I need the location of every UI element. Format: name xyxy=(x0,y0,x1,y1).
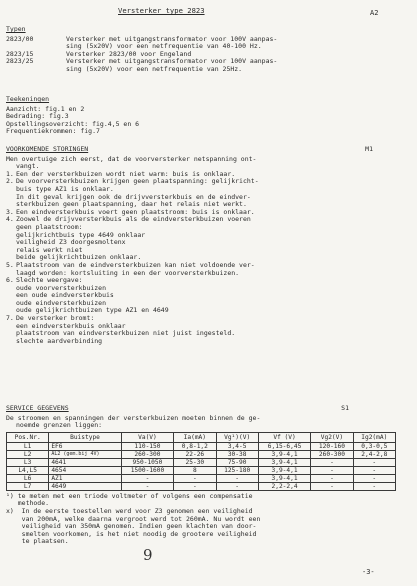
table-cell: - xyxy=(174,474,216,482)
table-cell: 950-1050 xyxy=(121,458,173,466)
table-cell: - xyxy=(353,482,395,490)
table-cell: - xyxy=(311,482,353,490)
table-row xyxy=(7,474,396,482)
faults-intro: vangt. xyxy=(16,162,40,171)
table-cell: 2,2-2,4 xyxy=(258,482,310,490)
table-cell: 3,9-4,1 xyxy=(258,474,310,482)
table-header-row xyxy=(7,432,396,442)
table-cell: 3,9-4,1 xyxy=(258,450,310,458)
type-row-continuation: sing (5x20V) voor een netfrequentie van 25Hz. xyxy=(66,64,243,73)
fault-item-line: geen plaatstroom: xyxy=(16,222,83,231)
table-cell: 25-30 xyxy=(174,458,216,466)
table-cell: 120-160 xyxy=(311,442,353,450)
table-cell: L6 xyxy=(7,474,49,482)
table-row xyxy=(7,466,396,474)
faults-marker: M1 xyxy=(365,145,373,153)
table-cell: - xyxy=(311,458,353,466)
fault-item-line: buis type AZ1 is onklaar. xyxy=(16,184,114,193)
fault-item: 7. De versterker bromt: xyxy=(6,314,95,323)
table-row xyxy=(7,442,396,450)
footnote-line: van 200mA, welke daarna vergroot werd tot 260mA. Nu wordt een xyxy=(6,514,261,523)
table-cell: 125-180 xyxy=(216,466,258,474)
drawings-line: Frequentiekrommen: fig.7 xyxy=(6,127,100,136)
types-heading: Typen xyxy=(6,25,26,33)
table-cell: - xyxy=(311,466,353,474)
faults-intro: Men overtuige zich eerst, dat de voorversterker netspanning ont- xyxy=(6,154,257,163)
fault-item-line: sterkbuizen geen plaatspanning, daar het relais niet werkt. xyxy=(16,200,247,209)
table-cell: L3 xyxy=(7,458,49,466)
drawings-line: Aanzicht: fig.1 en 2 xyxy=(6,104,85,113)
fault-item-line: oude eindversterkbuizen xyxy=(16,298,107,307)
fault-item: 4. Zoowel de drijvversterkbuis als de eindversterkbuizen voeren xyxy=(6,215,251,224)
fault-item-line: gelijkrichtbuis type 4649 onklaar xyxy=(16,230,146,239)
table-cell: - xyxy=(311,474,353,482)
drawings-heading: Teekeningen xyxy=(6,95,50,103)
fault-item: 5. Plaatstroom van de eindversterkbuizen kan niet voldoende ver- xyxy=(6,260,255,269)
type-row: 2823/25 Versterker met uitgangstransformator voor 100V aanpas- xyxy=(6,57,278,66)
fault-item-line: veiligheid Z3 doorgesmoltenx xyxy=(16,238,126,247)
table-cell: 2,4-2,8 xyxy=(353,450,395,458)
table-cell: L7 xyxy=(7,482,49,490)
table-cell: 22-26 xyxy=(174,450,216,458)
document-title-line xyxy=(118,6,205,15)
table-cell: 260-300 xyxy=(311,450,353,458)
faults-heading: VOORKOMENDE STORINGEN xyxy=(6,145,89,153)
table-cell: 4654 xyxy=(49,466,121,474)
table-cell: 1500-1600 xyxy=(121,466,173,474)
drawings-section xyxy=(6,96,409,136)
fault-item-line: slechte aardverbinding xyxy=(16,336,103,345)
type-row-continuation: sing (5x20V) voor een netfrequentie van 40-100 Hz. xyxy=(66,42,262,51)
table-cell: 110-150 xyxy=(121,442,173,450)
table-cell: - xyxy=(216,474,258,482)
footnote-line: veiligheid van 350mA genomen. Indien geen klachten van door- xyxy=(6,522,257,531)
fault-item-line: plaatstroom van eindversterkbuizen niet juist ingesteld. xyxy=(16,329,236,338)
table-cell: - xyxy=(174,482,216,490)
table-cell: 3,9-4,1 xyxy=(258,466,310,474)
fault-item-line: oude gelijkrichtbuizen type AZ1 en 4649 xyxy=(16,306,169,315)
column-header: Vg¹)(V) xyxy=(216,432,258,442)
type-row: 2823/00 Versterker met uitgangstransformator voor 100V aanpas- xyxy=(6,34,278,43)
column-header: Pos.Nr. xyxy=(7,432,49,442)
fault-item: 2. De voorversterkbuizen krijgen geen plaatspanning: gelijkricht- xyxy=(6,177,259,186)
service-table xyxy=(6,432,396,491)
fault-item-line: relais werkt niet xyxy=(16,245,83,254)
footnote-line: te plaatsen. xyxy=(6,537,69,546)
page-number: -3- xyxy=(362,568,375,576)
fault-item-line: beide gelijkrichtbuizen onklaar. xyxy=(16,253,142,262)
table-cell: - xyxy=(353,466,395,474)
fault-item: 6. Slechte weergave: xyxy=(6,276,83,285)
table-cell: 75-90 xyxy=(216,458,258,466)
footnote-line: smelten voorkomen, is het niet noodig de grootere veiligheid xyxy=(6,529,257,538)
table-cell: L4,L5 xyxy=(7,466,49,474)
table-cell: 6,15-6,45 xyxy=(258,442,310,450)
fault-item-line: laagd worden: kortsluiting in een der voorversterkbuizen. xyxy=(16,268,240,277)
column-header: Vf (V) xyxy=(258,432,310,442)
column-header: Ig2(mA) xyxy=(353,432,395,442)
service-intro: De stroomen en spanningen der versterkbuizen moeten binnen de ge- xyxy=(6,413,261,422)
footnote-line: methode. xyxy=(6,499,50,508)
table-row xyxy=(7,450,396,458)
service-section xyxy=(6,405,409,546)
table-cell: 0,3-0,5 xyxy=(353,442,395,450)
table-cell: 8 xyxy=(174,466,216,474)
service-heading: SERVICE GEGEVENS xyxy=(6,404,69,412)
table-cell: 3,9-4,1 xyxy=(258,458,310,466)
table-cell: - xyxy=(121,482,173,490)
fault-item: 1. Een der versterkbuizen wordt niet warm: buis is onklaar. xyxy=(6,169,236,178)
table-cell: - xyxy=(121,474,173,482)
document-title: Versterker type 2823 xyxy=(118,6,205,15)
fault-item-line: In dit geval krijgen ook de drijvversterkbuis en de eindver- xyxy=(16,192,251,201)
fault-item-line: een oude eindversterkbuis xyxy=(16,291,114,300)
table-cell: EF6 xyxy=(49,442,121,450)
faults-section xyxy=(6,146,409,345)
column-header: Va(V) xyxy=(121,432,173,442)
table-row xyxy=(7,458,396,466)
table-cell: 0,8-1,2 xyxy=(174,442,216,450)
footnote-line: x) In de eerste toestellen werd voor Z3 genomen een veiligheid xyxy=(6,506,253,515)
table-cell: 3,4-5 xyxy=(216,442,258,450)
column-header: Ia(mA) xyxy=(174,432,216,442)
table-cell: L2 xyxy=(7,450,49,458)
table-row xyxy=(7,482,396,490)
page-code: A2 xyxy=(370,9,379,17)
table-cell: 4641 xyxy=(49,458,121,466)
table-cell: - xyxy=(353,474,395,482)
fault-item-line: oude voorversterkbuizen xyxy=(16,283,107,292)
table-cell: 260-300 xyxy=(121,450,173,458)
drawings-line: Opstellingsoverzicht: fig.4,5 en 6 xyxy=(6,119,140,128)
handwritten-mark: 9 xyxy=(143,546,153,564)
table-cell: L1 xyxy=(7,442,49,450)
table-cell: 4649 xyxy=(49,482,121,490)
fault-item: 3. Een eindversterkbuis voert geen plaatstroom: buis is onklaar. xyxy=(6,207,255,216)
footnote-line: ¹) te meten met een triode voltmeter of volgens een compensatie xyxy=(6,491,253,500)
column-header: Buistype xyxy=(49,432,121,442)
service-intro: noemde grenzen liggen: xyxy=(16,421,103,430)
service-marker: S1 xyxy=(341,404,349,412)
table-cell: - xyxy=(353,458,395,466)
types-section xyxy=(6,26,409,74)
fault-item-line: een eindversterkbuis onklaar xyxy=(16,321,126,330)
table-cell: AZ1 xyxy=(49,474,121,482)
column-header: Vg2(V) xyxy=(311,432,353,442)
table-cell: 30-38 xyxy=(216,450,258,458)
table-cell: AL2 (gem.bij 4V) xyxy=(49,450,121,458)
table-cell: - xyxy=(216,482,258,490)
type-row: 2823/15 Versterker 2823/00 voor Engeland xyxy=(6,49,192,58)
drawings-line: Bedrading: fig.3 xyxy=(6,112,69,121)
